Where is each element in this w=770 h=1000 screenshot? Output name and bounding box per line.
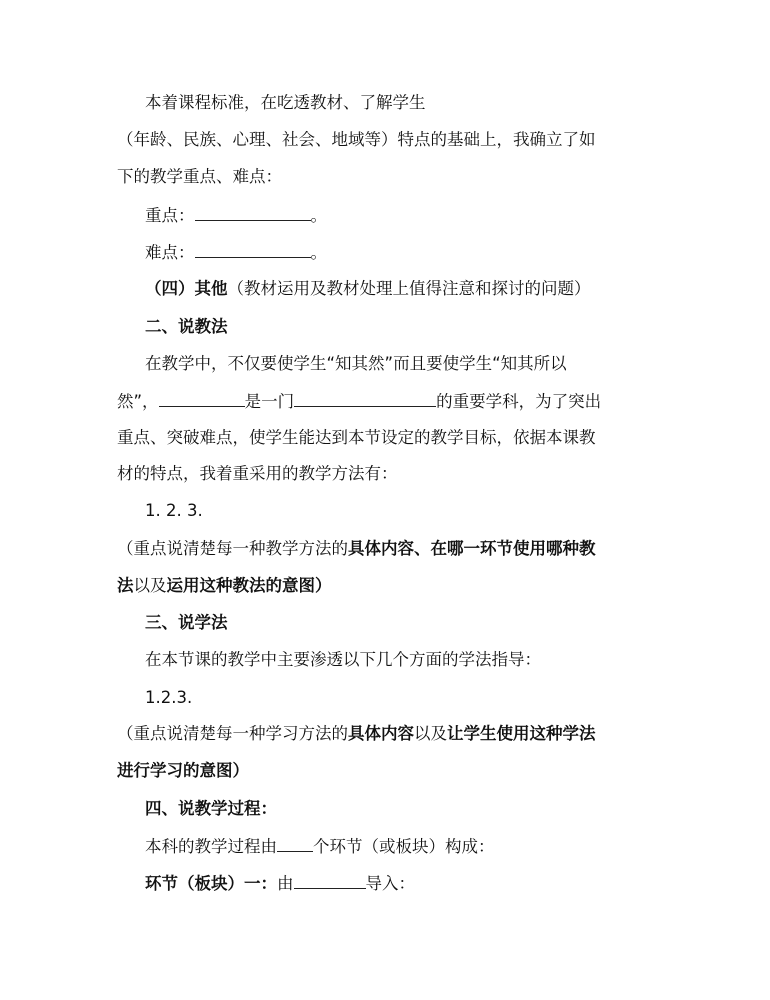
difficulty-end: 。	[310, 243, 327, 262]
para1-line2-text: （年龄、民族、心理、社会、地域等）特点的基础上，我确立了如	[117, 130, 596, 149]
process-line1-b: 个环节（或板块）构成：	[313, 837, 495, 856]
study-note-line2: 进行学习的意图）	[117, 761, 249, 780]
method-line2-c: 的重要学科，为了突出	[436, 392, 602, 411]
section4-line	[145, 276, 675, 302]
method-list: 1. 2. 3.	[145, 501, 203, 520]
method-note-line1	[117, 536, 647, 562]
key-point-line	[145, 202, 675, 229]
key-point-end: 。	[310, 206, 327, 225]
subject-blank	[159, 388, 245, 407]
difficulty-blank	[195, 239, 311, 258]
key-point-blank	[195, 202, 311, 221]
para1-line2	[117, 127, 647, 153]
method-note-a: （重点说清楚每一种教学方法的	[117, 539, 348, 558]
section4-desc: （教材运用及教材处理上值得注意和探讨的问题）	[227, 279, 591, 298]
method-line3: 重点、突破难点，使学生能达到本节设定的教学目标，依据本课教	[117, 428, 596, 447]
study-note-d: 让学生使用这种学法	[447, 724, 596, 743]
method-note-e: 运用这种教法的意图）	[166, 576, 332, 595]
difficulty-line	[145, 239, 675, 266]
method-line1: 在教学中，不仅要使学生“知其然”而且要使学生“知其所以	[145, 354, 567, 373]
section4-heading: （四）其他	[145, 279, 228, 298]
process-line1	[145, 833, 675, 860]
process-step1	[145, 870, 675, 897]
step-count-blank	[277, 833, 313, 852]
method-note-b: 具体内容、在哪一环节使用哪种教	[348, 539, 596, 558]
process-heading: 四、说教学过程：	[145, 799, 277, 818]
para1-line1: 本着课程标准，在吃透教材、了解学生	[145, 93, 426, 112]
method-note-c: 法	[117, 576, 134, 595]
step1-heading: 环节（板块）一：	[145, 874, 277, 893]
method-note-line2	[117, 573, 647, 599]
para1-line3: 下的教学重点、难点：	[117, 167, 282, 186]
method-heading: 二、说教法	[145, 317, 228, 336]
key-point-label: 重点：	[145, 206, 195, 225]
process-line1-a: 本科的教学过程由	[145, 837, 277, 856]
method-note-d: 以及	[133, 576, 167, 595]
study-note-line1	[117, 721, 647, 747]
method-line2	[117, 388, 647, 415]
study-note-b: 具体内容	[348, 724, 414, 743]
difficulty-label: 难点：	[145, 243, 195, 262]
study-list: 1.2.3.	[145, 688, 193, 707]
study-note-a: （重点说清楚每一种学习方法的	[117, 724, 348, 743]
step1-from: 由	[277, 874, 294, 893]
method-line2-a: 然”，	[117, 392, 159, 411]
subject-type-blank	[294, 388, 436, 407]
study-note-c: 以及	[414, 724, 447, 743]
method-line2-b: 是一门	[244, 392, 295, 411]
method-line4: 材的特点，我着重采用的教学方法有：	[117, 464, 398, 483]
step1-blank	[294, 870, 366, 889]
study-heading: 三、说学法	[145, 613, 228, 632]
step1-intro: 导入：	[365, 874, 415, 893]
study-line1: 在本节课的教学中主要渗透以下几个方面的学法指导：	[145, 650, 541, 669]
